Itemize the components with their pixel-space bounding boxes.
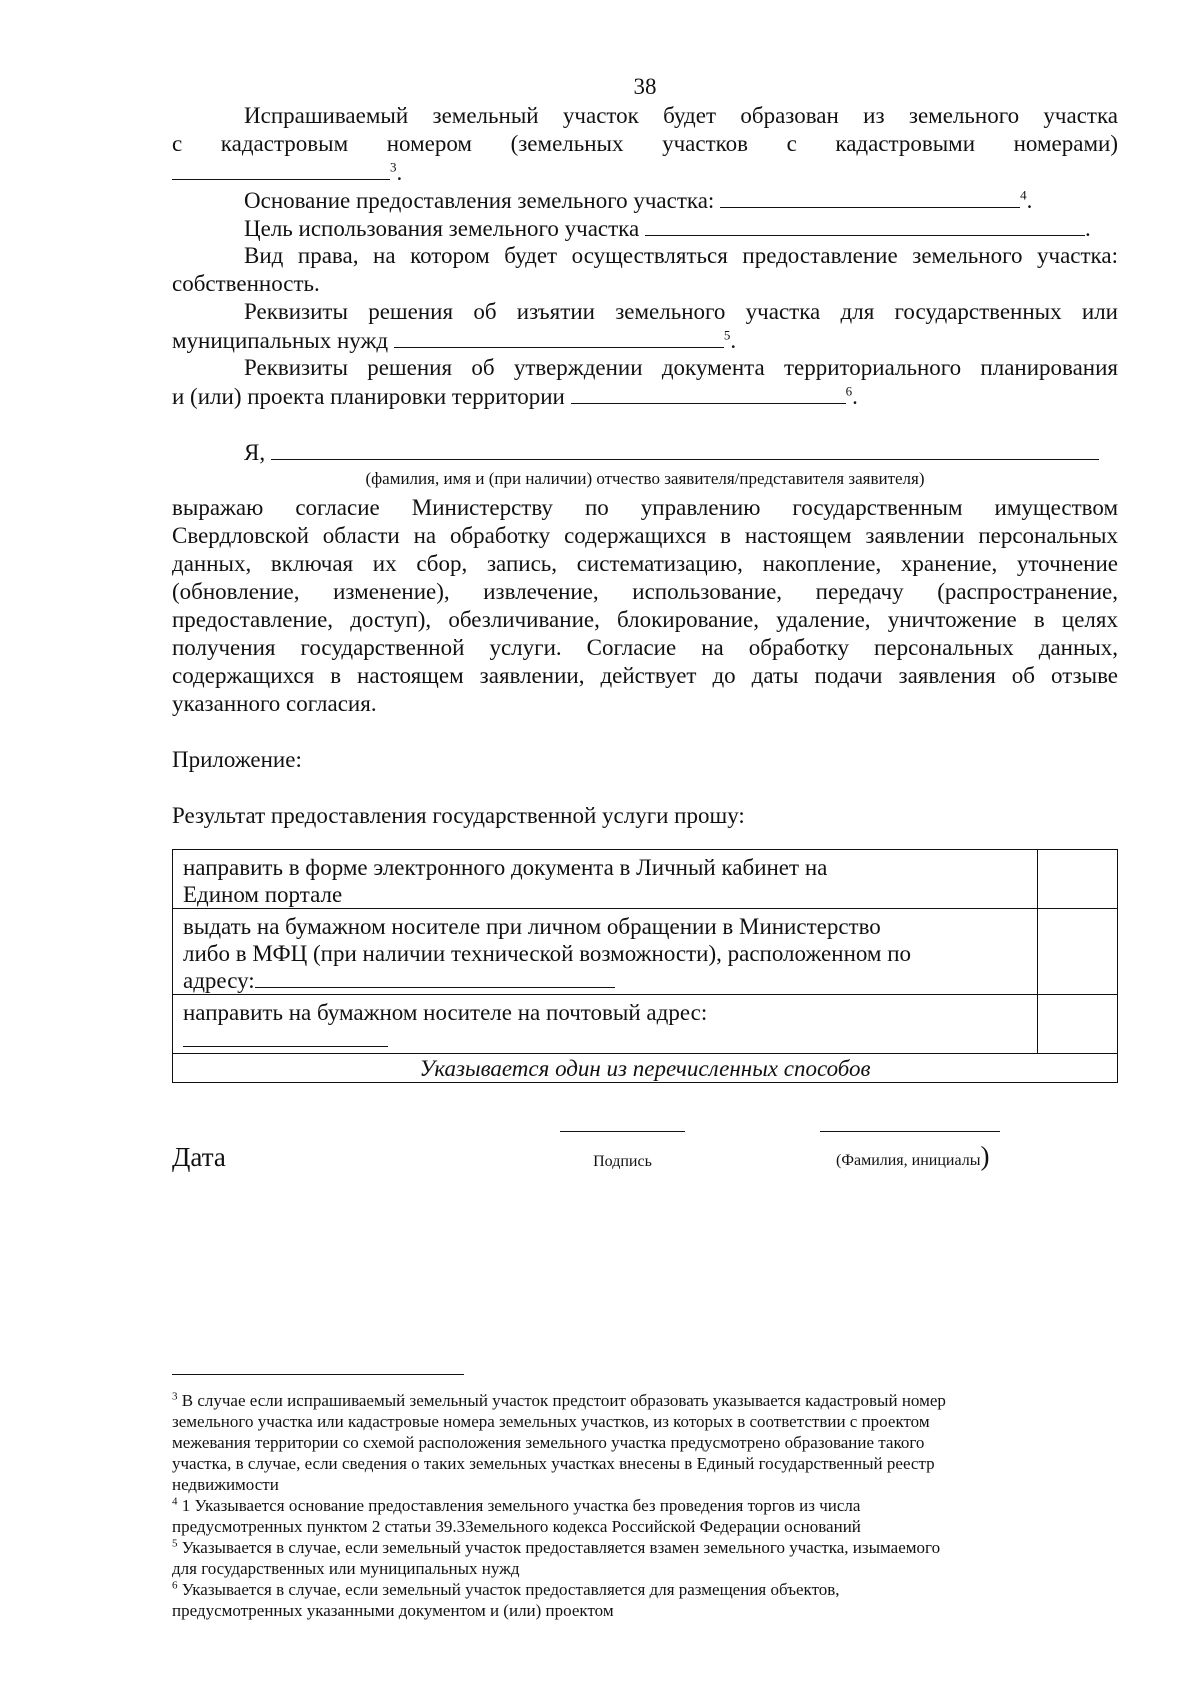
footnote-3-text-1: В случае если испрашиваемый земельный участок предстоит образовать указывается кадастровый номер bbox=[181, 1391, 946, 1410]
purpose-line: Цель использования земельного участка . bbox=[244, 216, 1091, 241]
footnote-4-text-1: 1 Указывается основание предоставления земельного участка без проведения торгов из числа bbox=[181, 1496, 861, 1515]
name-initials-paren: ) bbox=[980, 1141, 990, 1171]
page-number: 38 bbox=[633, 74, 657, 99]
option-1-line-2: Едином портале bbox=[183, 882, 343, 907]
footnote-3-line-2: земельного участка или кадастровые номера земельных участков, из которых в соответствии с проектом bbox=[172, 1412, 930, 1431]
attachment-label: Приложение: bbox=[172, 747, 302, 772]
footnote-4-mark: 4 bbox=[172, 1495, 178, 1508]
option-1-line-1: направить в форме электронного документа в Личный кабинет на bbox=[183, 855, 828, 880]
option-row-post bbox=[173, 995, 1118, 1054]
footnote-5-line-1 bbox=[172, 1537, 940, 1558]
name-initials-line[interactable] bbox=[820, 1131, 1000, 1132]
consent-line-5: предоставление, доступ), обезличивание, блокирование, удаление, уничтожение в целях bbox=[172, 607, 1118, 632]
right-type-line-1: Вид права, на котором будет осуществляться предоставление земельного участка: bbox=[244, 243, 1118, 268]
footnote-4 bbox=[172, 1495, 861, 1537]
withdrawal-line-2: муниципальных нужд $^5$. bbox=[172, 327, 737, 353]
footnote-5 bbox=[172, 1537, 940, 1579]
withdrawal-line-1: Реквизиты решения об изъятии земельного участка для государственных или bbox=[244, 299, 1118, 324]
basis-blank[interactable] bbox=[720, 186, 1020, 208]
footnote-6-line-1 bbox=[172, 1579, 840, 1600]
applicant-name-blank[interactable] bbox=[271, 438, 1099, 460]
planning-label: и (или) проекта планировки территории bbox=[172, 384, 565, 409]
footnote-ref-6[interactable]: 6 bbox=[845, 383, 853, 399]
option-text-electronic bbox=[173, 850, 1038, 909]
option-text-paper-pickup bbox=[173, 909, 1038, 995]
origin-line-3: $^3$. bbox=[172, 158, 402, 187]
planning-line-1: Реквизиты решения об утверждении документа территориального планирования bbox=[244, 355, 1118, 380]
option-note-row bbox=[173, 1054, 1118, 1083]
consent-prefix: Я, bbox=[244, 440, 266, 465]
options-note: Указывается один из перечисленных способов bbox=[173, 1054, 1118, 1083]
name-initials-text: (Фамилия, инициалы bbox=[836, 1152, 981, 1169]
option-checkbox-electronic[interactable] bbox=[1038, 850, 1118, 909]
footnote-6-line-2: предусмотренных указанными документом и (или) проектом bbox=[172, 1601, 614, 1620]
footnote-3 bbox=[172, 1390, 946, 1495]
planning-line-2: и (или) проекта планировки территории $^6$. bbox=[172, 383, 858, 409]
footnote-3-line-4: участка, в случае, если сведения о таких земельных участках внесены в Единый государственный реестр bbox=[172, 1454, 935, 1473]
consent-line-2: Свердловской области на обработку содержащихся в настоящем заявлении персональных bbox=[172, 523, 1118, 548]
option-3-line-2 bbox=[183, 1026, 1027, 1053]
footnote-6-text-1: Указывается в случае, если земельный участок предоставляется для размещения объектов, bbox=[181, 1580, 840, 1599]
applicant-name-caption: (фамилия, имя и (при наличии) отчество заявителя/представителя заявителя) bbox=[365, 469, 925, 488]
consent-line-8: указанного согласия. bbox=[172, 691, 377, 716]
basis-label: Основание предоставления земельного участка: bbox=[244, 188, 715, 213]
footnote-4-line-2: предусмотренных пунктом 2 статьи 39.3Земельного кодекса Российской Федерации оснований bbox=[172, 1517, 861, 1536]
purpose-blank[interactable] bbox=[645, 214, 1085, 236]
date-label: Дата bbox=[172, 1142, 226, 1172]
name-initials-label bbox=[836, 1141, 989, 1172]
postal-address-blank[interactable] bbox=[183, 1026, 388, 1047]
footnote-3-line-1 bbox=[172, 1390, 946, 1411]
consent-name-line bbox=[244, 438, 1099, 467]
footnote-3-mark: 3 bbox=[172, 1390, 178, 1403]
footnote-ref-4[interactable]: 4 bbox=[1020, 187, 1027, 203]
right-type-line-2: собственность. bbox=[172, 271, 320, 296]
basis-line: Основание предоставления земельного участка: $^4$. bbox=[244, 187, 1033, 213]
option-2-line-3 bbox=[183, 967, 1027, 994]
signature-line[interactable] bbox=[560, 1131, 685, 1132]
option-text-post bbox=[173, 995, 1038, 1054]
cadastral-number-blank[interactable] bbox=[172, 158, 390, 180]
option-checkbox-post[interactable] bbox=[1038, 995, 1118, 1054]
footnote-3-line-5: недвижимости bbox=[172, 1475, 279, 1494]
result-options-table bbox=[172, 849, 1118, 1083]
consent-line-4: (обновление, изменение), извлечение, использование, передачу (распространение, bbox=[172, 579, 1118, 604]
origin-line-1: Испрашиваемый земельный участок будет образован из земельного участка bbox=[244, 103, 1118, 128]
consent-line-3: данных, включая их сбор, запись, систематизацию, накопление, хранение, уточнение bbox=[172, 551, 1118, 576]
footnote-6-mark: 6 bbox=[172, 1579, 178, 1592]
footnote-5-mark: 5 bbox=[172, 1537, 178, 1550]
option-2-line-2: либо в МФЦ (при наличии технической возможности), расположенном по bbox=[183, 941, 912, 966]
footnote-3-line-3: межевания территории со схемой расположения земельного участка предусмотрено образование такого bbox=[172, 1433, 925, 1452]
footnote-ref-5[interactable]: 5 bbox=[723, 327, 731, 343]
footnote-5-line-2: для государственных или муниципальных нужд bbox=[172, 1559, 520, 1578]
option-3-line-1: направить на бумажном носителе на почтовый адрес: bbox=[183, 1000, 708, 1025]
consent-line-1: выражаю согласие Министерству по управлению государственным имуществом bbox=[172, 495, 1118, 520]
consent-line-6: получения государственной услуги. Согласие на обработку персональных данных, bbox=[172, 635, 1118, 660]
consent-line-7: содержащихся в настоящем заявлении, действует до даты подачи заявления об отзыве bbox=[172, 663, 1118, 688]
planning-blank[interactable] bbox=[571, 382, 846, 404]
option-2-address-label: адресу: bbox=[183, 968, 255, 993]
footnote-separator bbox=[172, 1374, 464, 1375]
signature-label: Подпись bbox=[593, 1153, 652, 1170]
option-row-paper-pickup bbox=[173, 909, 1118, 995]
footnote-ref-3[interactable]: 3 bbox=[390, 159, 397, 175]
withdrawal-label: муниципальных нужд bbox=[172, 328, 389, 353]
footnote-6 bbox=[172, 1579, 840, 1621]
footnote-4-line-1 bbox=[172, 1495, 861, 1516]
footnote-5-text-1: Указывается в случае, если земельный участок предоставляется взамен земельного участка, изымаемого bbox=[181, 1538, 941, 1557]
withdrawal-blank[interactable] bbox=[394, 326, 724, 348]
purpose-label: Цель использования земельного участка bbox=[244, 216, 640, 241]
origin-line-2: с кадастровым номером (земельных участков с кадастровыми номерами) bbox=[172, 131, 1118, 156]
result-label: Результат предоставления государственной услуги прошу: bbox=[172, 803, 745, 828]
option-row-electronic bbox=[173, 850, 1118, 909]
option-2-line-1: выдать на бумажном носителе при личном обращении в Министерство bbox=[183, 914, 881, 939]
option-checkbox-paper-pickup[interactable] bbox=[1038, 909, 1118, 995]
pickup-address-blank[interactable] bbox=[255, 967, 615, 988]
